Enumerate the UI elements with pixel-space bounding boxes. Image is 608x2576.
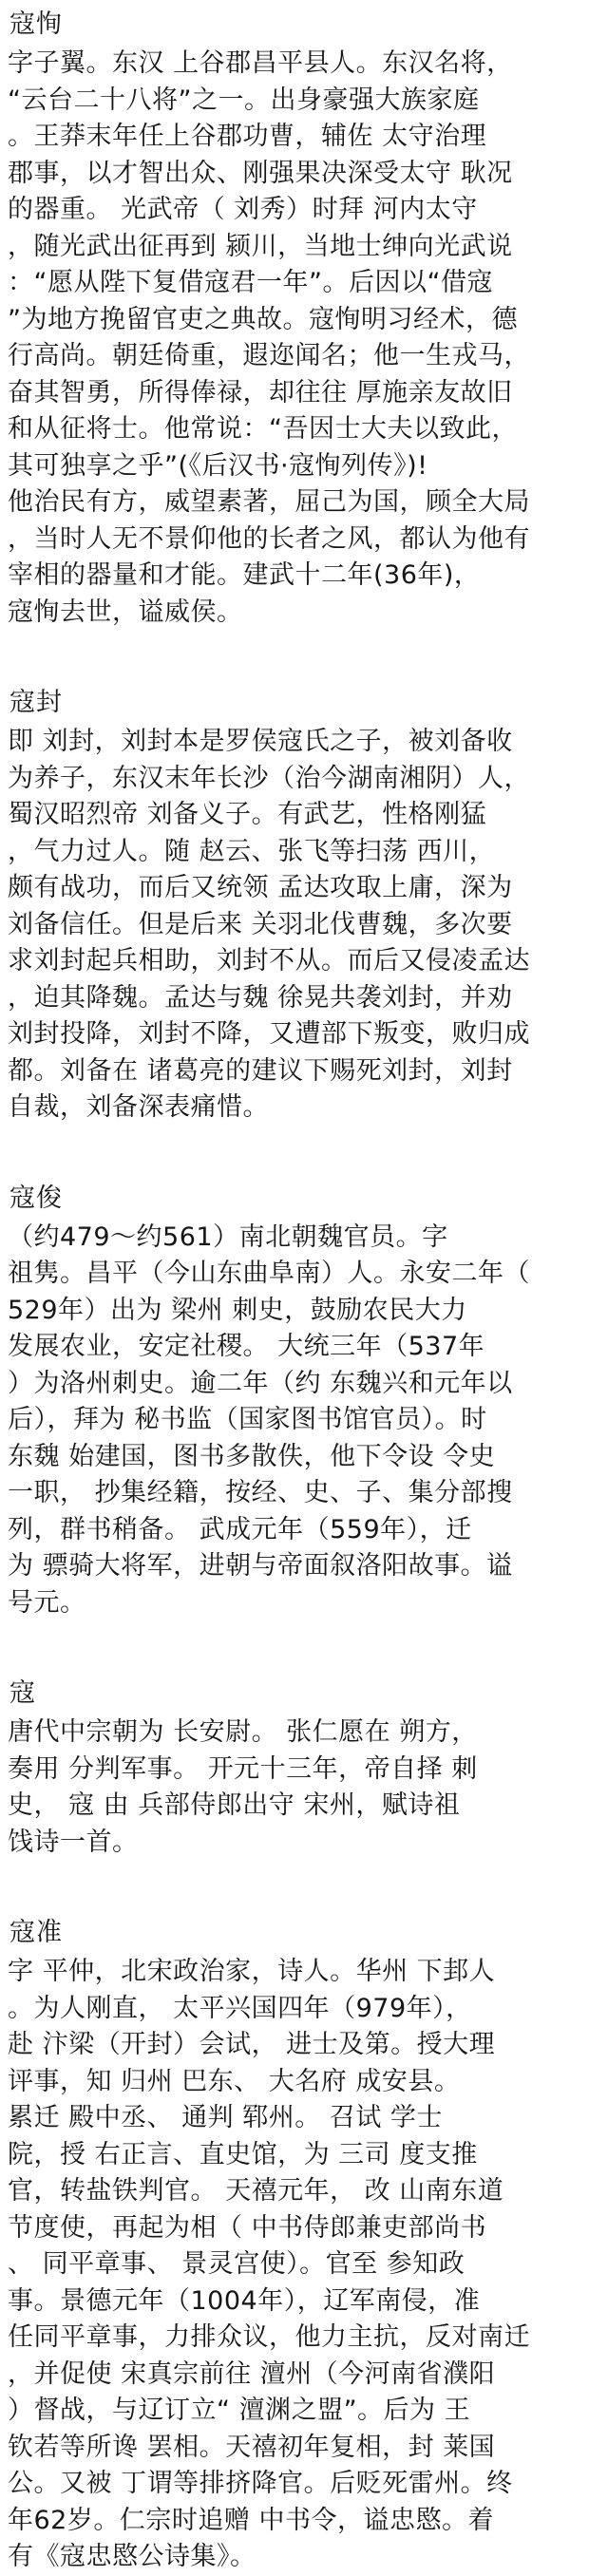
text-line: 评事，知 归州 巴东、 大名府 成安县。 bbox=[8, 2066, 461, 2096]
text-line: 。为人刚直， 太平兴国四年（979年）， bbox=[8, 1993, 472, 2023]
text-line: 和从征将士。他常说：“吾因士大夫以致此， bbox=[8, 414, 518, 444]
text-line: 求刘封起兵相助，刘封不从。而后又侵凌孟达 bbox=[8, 946, 530, 975]
text-line: ：“愿从陛下复借寇君一年”。后因以“借寇 bbox=[8, 268, 493, 297]
text-line: ，并促使 宋真宗前往 澶州（今河南省濮阳 bbox=[8, 2358, 496, 2389]
text-line: 节度使，再起为相（ 中书侍郎兼吏部尚书 bbox=[8, 2212, 487, 2243]
text-line: 蜀汉昭烈帝 刘备义子。有武艺，性格刚猛 bbox=[8, 800, 487, 829]
text-line: 年62岁。仁宗时追赠 中书令，谥忠愍。着 bbox=[8, 2505, 494, 2535]
text-line: 公。又被 丁谓等排挤降官。后贬死雷州。终 bbox=[8, 2469, 513, 2498]
text-line: 一职， 抄集经籍，按经、史、子、集分部搜 bbox=[8, 1478, 513, 1507]
text-line: 事。景德元年（1004年），辽军南侵，准 bbox=[8, 2285, 481, 2316]
text-line: 郡事，以才智出众、刚强果决深受太守 耿况 bbox=[8, 158, 513, 188]
text-line: 字子翼。东汉 上谷郡昌平县人。东汉名将， bbox=[8, 48, 513, 78]
text-line: 有《寇忠愍公诗集》。 bbox=[8, 2542, 256, 2571]
entry-kou-zhun bbox=[8, 1914, 600, 2576]
entry-title: 寇 bbox=[10, 1678, 36, 1708]
text-line: 寇恂去世，谥威侯。 bbox=[8, 597, 243, 627]
entry-body bbox=[8, 1954, 600, 2576]
text-line: 刘封投降，刘封不降，又遭部下叛变，败归成 bbox=[8, 1019, 530, 1049]
text-line: 史， 寇 由 兵部侍郎出守 宋州，赋诗祖 bbox=[8, 1790, 461, 1820]
entry-body bbox=[8, 724, 600, 1127]
text-line: 529年）出为 梁州 刺史，鼓励农民大力 bbox=[8, 1295, 467, 1325]
text-line: ）为洛州刺史。逾二年（约 东魏兴和元年以 bbox=[8, 1368, 513, 1398]
text-line: 发展农业，安定社稷。 大统三年（537年 bbox=[8, 1332, 485, 1361]
text-line: （约479～约561）南北朝魏官员。字 bbox=[8, 1222, 448, 1252]
text-line: 、 同平章事、 景灵宫使）。官至 参知政 bbox=[8, 2249, 466, 2279]
text-line: 唐代中宗朝为 长安尉。 张仁愿在 朔方， bbox=[8, 1717, 478, 1747]
text-line: 。王莽末年任上谷郡功曹，辅佐 太守治理 bbox=[8, 122, 487, 151]
entry-body bbox=[8, 1220, 600, 1622]
text-line: 即 刘封，刘封本是罗侯寇氏之子，被刘备收 bbox=[8, 727, 513, 756]
text-line: 颇有战功，而后又统领 孟达攻取上庸，深为 bbox=[8, 873, 513, 902]
text-line: ，迫其降魏。孟达与魏 徐晃共袭刘封，并劝 bbox=[8, 982, 513, 1013]
entry-kou bbox=[8, 1675, 600, 1861]
entry-title: 寇俊 bbox=[10, 1183, 63, 1213]
text-line: ，气力过人。随 赵云、张飞等扫荡 西川， bbox=[8, 836, 496, 866]
text-line: 饯诗一首。 bbox=[8, 1827, 139, 1857]
text-line: 号元。 bbox=[8, 1587, 86, 1618]
text-line: 东魏 始建国，图书多散佚，他下令设 令史 bbox=[8, 1441, 496, 1471]
entry-kou-jun bbox=[8, 1180, 600, 1622]
text-line: 奏用 分判军事。 开元十三年，帝自择 刺 bbox=[8, 1753, 478, 1784]
text-line: 其可独享之乎”(《后汉书·寇恂列传》)! bbox=[8, 450, 428, 481]
text-line: 为养子，东汉末年长沙（治今湖南湘阴）人， bbox=[8, 763, 530, 793]
entry-title: 寇恂 bbox=[10, 9, 63, 39]
text-line: 官，转盐铁判官。 天禧元年， 改 山南东道 bbox=[8, 2176, 504, 2206]
text-line: 任同平章事，力排众议，他力主抗，反对南迁 bbox=[8, 2322, 530, 2352]
entry-kou-xun bbox=[8, 6, 600, 631]
entry-title: 寇准 bbox=[10, 1918, 63, 1947]
text-line: 后），拜为 秘书监（国家图书馆官员）。时 bbox=[8, 1405, 487, 1434]
text-line: ，当时人无不景仰他的长者之风，都认为他有 bbox=[8, 523, 530, 554]
text-line: 行高尚。朝廷倚重，遐迩闻名；他一生戎马， bbox=[8, 341, 530, 370]
text-line: 祖隽。昌平（今山东曲阜南）人。永安二年（ bbox=[8, 1259, 530, 1288]
text-line: 都。刘备在 诸葛亮的建议下赐死刘封，刘封 bbox=[8, 1055, 513, 1086]
text-line: 刘备信任。但是后来 关羽北伐曹魏，多次要 bbox=[8, 909, 513, 939]
text-line: 为 骠骑大将军，进朝与帝面叙洛阳故事。谥 bbox=[8, 1551, 513, 1581]
text-line: 院，授 右正言、直史馆，为 三司 度支推 bbox=[8, 2139, 478, 2169]
text-line: ，随光武出征再到 颍川，当地士绅向光武说 bbox=[8, 231, 513, 261]
text-line: 奋其智勇，所得俸禄，却往往 厚施亲友故旧 bbox=[8, 377, 513, 407]
text-line: 赴 汴梁（开封）会试， 进士及第。授大理 bbox=[8, 2030, 496, 2059]
text-line: 列，群书稍备。 武成元年（559年），迁 bbox=[8, 1514, 472, 1544]
text-line: 钦若等所谗 罢相。天禧初年复相，封 莱国 bbox=[8, 2432, 496, 2462]
entry-title: 寇封 bbox=[10, 688, 63, 717]
text-line: ）督战，与辽订立“ 澶渊之盟”。后为 王 bbox=[8, 2396, 471, 2425]
entry-kou-feng bbox=[8, 684, 600, 1127]
text-line: 字 平仲，北宋政治家，诗人。华州 下邽人 bbox=[8, 1957, 496, 1986]
text-line: 宰相的器量和才能。建武十二年(36年)， bbox=[8, 560, 481, 590]
entry-body bbox=[8, 46, 600, 631]
text-line: ”为地方挽留官吏之典故。寇恂明习经术，德 bbox=[8, 304, 518, 334]
text-line: 自裁，刘备深表痛惜。 bbox=[8, 1092, 269, 1122]
text-line: “云台二十八将”之一。出身豪强大族家庭 bbox=[8, 85, 480, 115]
entry-body bbox=[8, 1714, 600, 1861]
text-line: 的器重。 光武帝（ 刘秀）时拜 河内太守 bbox=[8, 195, 478, 224]
text-line: 累迁 殿中丞、 通判 郓州。 召试 学士 bbox=[8, 2103, 443, 2132]
text-line: 他治民有方，威望素著，屈己为国，顾全大局 bbox=[8, 487, 530, 517]
